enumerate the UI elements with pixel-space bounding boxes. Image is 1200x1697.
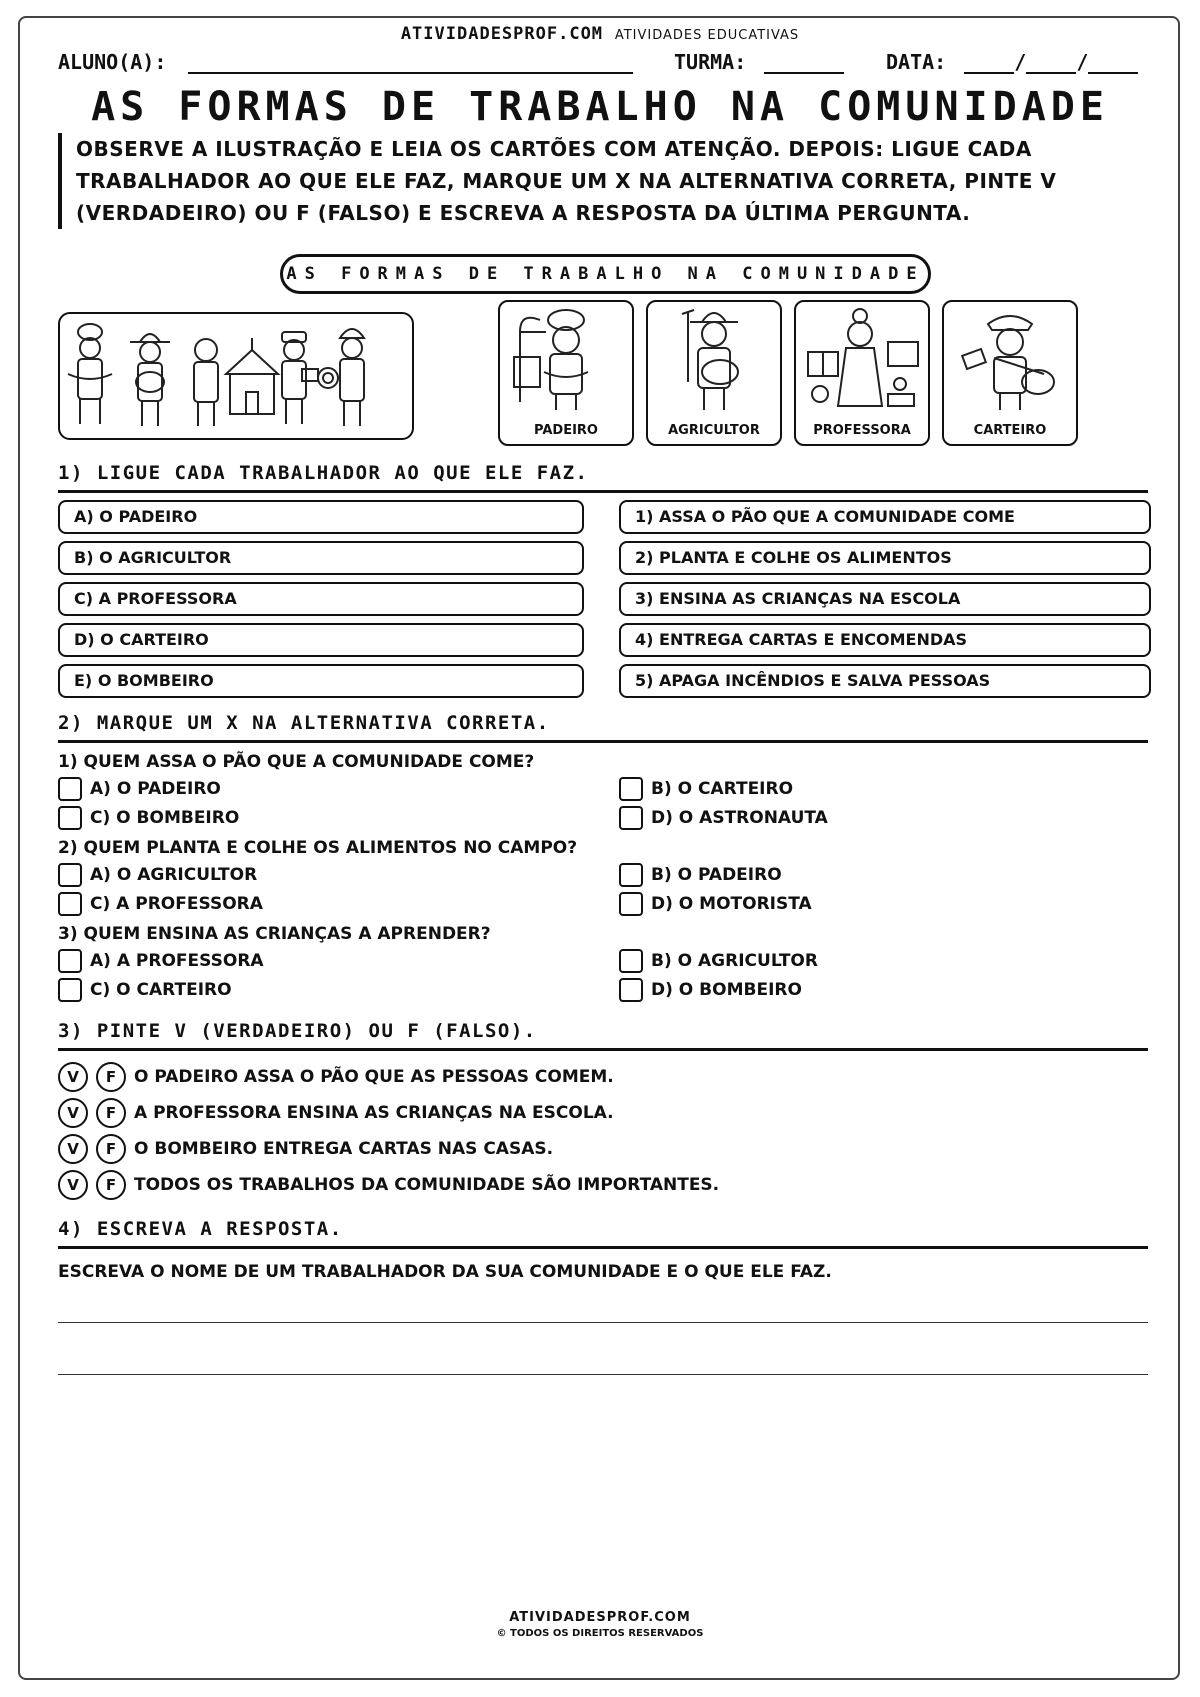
footer-site: ATIVIDADESPROF.COM xyxy=(509,1610,691,1625)
class-field[interactable] xyxy=(674,50,844,74)
option-label: A) A PROFESSORA xyxy=(90,951,264,971)
tf-item-2 xyxy=(58,1098,614,1128)
section3-rule xyxy=(58,1048,1148,1051)
baker-icon xyxy=(500,302,632,412)
card-padeiro xyxy=(498,300,634,446)
checkbox[interactable] xyxy=(619,949,643,973)
true-circle[interactable]: V xyxy=(58,1062,88,1092)
mail-carrier-figure xyxy=(282,332,318,424)
tf-statement: A PROFESSORA ENSINA AS CRIANÇAS NA ESCOLA. xyxy=(134,1103,614,1123)
q2-option-b[interactable] xyxy=(619,863,782,887)
instructions: OBSERVE A ILUSTRAÇÃO E LEIA OS CARTÕES COM ATENÇÃO. DEPOIS: LIGUE CADA TRABALHADOR AO QUE ELE FAZ, MARQUE UM X NA ALTERNATIVA CORRETA, PINTE V (VERDADEIRO) OU F (FALSO) E ESCREVA A RESPOSTA DA ÚLTIMA PERGUNTA. xyxy=(58,133,1156,229)
firefighter-figure xyxy=(318,329,364,426)
teacher-figure xyxy=(194,339,218,426)
tf-item-1 xyxy=(58,1062,614,1092)
match-left-b[interactable]: B) O AGRICULTOR xyxy=(58,541,584,575)
false-circle[interactable]: F xyxy=(96,1098,126,1128)
tf-statement: O PADEIRO ASSA O PÃO QUE AS PESSOAS COMEM. xyxy=(134,1067,614,1087)
answer-line-1[interactable] xyxy=(58,1322,1148,1323)
true-circle[interactable]: V xyxy=(58,1170,88,1200)
match-right-4[interactable]: 4) ENTREGA CARTAS E ENCOMENDAS xyxy=(619,623,1151,657)
match-right-2[interactable]: 2) PLANTA E COLHE OS ALIMENTOS xyxy=(619,541,1151,575)
checkbox[interactable] xyxy=(619,978,643,1002)
card-label-professora: PROFESSORA xyxy=(813,423,911,438)
q2-option-c[interactable] xyxy=(58,892,263,916)
section1-rule xyxy=(58,490,1148,493)
site-tagline: ATIVIDADES EDUCATIVAS xyxy=(614,28,800,43)
turma-label: TURMA: xyxy=(674,50,747,74)
farmer-figure xyxy=(130,334,170,426)
tf-item-3 xyxy=(58,1134,553,1164)
match-left-d[interactable]: D) O CARTEIRO xyxy=(58,623,584,657)
community-workers-illustration xyxy=(58,312,414,440)
tf-item-4 xyxy=(58,1170,719,1200)
match-right-5[interactable]: 5) APAGA INCÊNDIOS E SALVA PESSOAS xyxy=(619,664,1151,698)
date-field[interactable] xyxy=(886,50,1138,74)
checkbox[interactable] xyxy=(619,806,643,830)
data-label: DATA: xyxy=(886,50,947,74)
checkbox[interactable] xyxy=(58,949,82,973)
question-1: 1) QUEM ASSA O PÃO QUE A COMUNIDADE COME? xyxy=(58,752,535,772)
section2-title: 2) MARQUE UM X NA ALTERNATIVA CORRETA. xyxy=(58,712,550,734)
q2-option-a[interactable] xyxy=(58,863,257,887)
date-slash: / xyxy=(1076,50,1089,74)
q3-option-d[interactable] xyxy=(619,978,802,1002)
card-agricultor xyxy=(646,300,782,446)
q1-option-c[interactable] xyxy=(58,806,239,830)
match-left-a[interactable]: A) O PADEIRO xyxy=(58,500,584,534)
q3-option-b[interactable] xyxy=(619,949,818,973)
workers-scene-drawing xyxy=(60,314,412,438)
option-label: C) O BOMBEIRO xyxy=(90,808,240,828)
option-label: C) O CARTEIRO xyxy=(90,980,232,1000)
farmer-icon xyxy=(648,302,780,412)
question-2: 2) QUEM PLANTA E COLHE OS ALIMENTOS NO CAMPO? xyxy=(58,838,578,858)
option-label: B) O AGRICULTOR xyxy=(651,951,818,971)
baker-figure xyxy=(68,324,112,424)
checkbox[interactable] xyxy=(619,892,643,916)
student-name-field[interactable] xyxy=(58,50,633,74)
checkbox[interactable] xyxy=(58,863,82,887)
section3-title: 3) PINTE V (VERDADEIRO) OU F (FALSO). xyxy=(58,1020,537,1042)
checkbox[interactable] xyxy=(58,978,82,1002)
card-professora xyxy=(794,300,930,446)
card-label-carteiro: CARTEIRO xyxy=(973,423,1047,438)
checkbox[interactable] xyxy=(619,777,643,801)
true-circle[interactable]: V xyxy=(58,1098,88,1128)
school-building xyxy=(226,338,278,414)
false-circle[interactable]: F xyxy=(96,1134,126,1164)
mail-carrier-icon xyxy=(944,302,1076,412)
match-left-e[interactable]: E) O BOMBEIRO xyxy=(58,664,584,698)
page-title: AS FORMAS DE TRABALHO NA COMUNIDADE xyxy=(91,84,1109,130)
option-label: B) O PADEIRO xyxy=(651,865,782,885)
checkbox[interactable] xyxy=(58,892,82,916)
q1-option-a[interactable] xyxy=(58,777,221,801)
date-slash: / xyxy=(1014,50,1027,74)
checkbox[interactable] xyxy=(58,806,82,830)
card-label-agricultor: AGRICULTOR xyxy=(668,423,760,438)
section4-title: 4) ESCREVA A RESPOSTA. xyxy=(58,1218,343,1240)
option-label: D) O BOMBEIRO xyxy=(651,980,802,1000)
question-3: 3) QUEM ENSINA AS CRIANÇAS A APRENDER? xyxy=(58,924,491,944)
q3-option-c[interactable] xyxy=(58,978,232,1002)
option-label: B) O CARTEIRO xyxy=(651,779,794,799)
false-circle[interactable]: F xyxy=(96,1062,126,1092)
option-label: D) O ASTRONAUTA xyxy=(651,808,828,828)
q1-option-d[interactable] xyxy=(619,806,828,830)
teacher-icon xyxy=(796,302,928,412)
false-circle[interactable]: F xyxy=(96,1170,126,1200)
checkbox[interactable] xyxy=(58,777,82,801)
section4-rule xyxy=(58,1246,1148,1249)
card-carteiro xyxy=(942,300,1078,446)
card-label-padeiro: PADEIRO xyxy=(534,423,598,438)
match-left-c[interactable]: C) A PROFESSORA xyxy=(58,582,584,616)
option-label: A) O AGRICULTOR xyxy=(90,865,258,885)
aluno-label: ALUNO(A): xyxy=(58,50,167,74)
tf-statement: O BOMBEIRO ENTREGA CARTAS NAS CASAS. xyxy=(134,1139,554,1159)
site-name: ATIVIDADESPROF.COM xyxy=(400,24,604,44)
section1-title: 1) LIGUE CADA TRABALHADOR AO QUE ELE FAZ. xyxy=(58,462,589,484)
section4-prompt: ESCREVA O NOME DE UM TRABALHADOR DA SUA COMUNIDADE E O QUE ELE FAZ. xyxy=(58,1262,832,1282)
footer-rights: © TODOS OS DIREITOS RESERVADOS xyxy=(496,1628,704,1639)
true-circle[interactable]: V xyxy=(58,1134,88,1164)
section2-rule xyxy=(58,740,1148,743)
answer-line-2[interactable] xyxy=(58,1374,1148,1375)
q3-option-a[interactable] xyxy=(58,949,264,973)
q1-option-b[interactable] xyxy=(619,777,793,801)
q2-option-d[interactable] xyxy=(619,892,812,916)
option-label: C) A PROFESSORA xyxy=(90,894,263,914)
match-right-1[interactable]: 1) ASSA O PÃO QUE A COMUNIDADE COME xyxy=(619,500,1151,534)
checkbox[interactable] xyxy=(619,863,643,887)
site-header xyxy=(0,24,1200,44)
option-label: A) O PADEIRO xyxy=(90,779,221,799)
tf-statement: TODOS OS TRABALHOS DA COMUNIDADE SÃO IMPORTANTES. xyxy=(134,1175,720,1195)
option-label: D) O MOTORISTA xyxy=(651,894,812,914)
match-right-3[interactable]: 3) ENSINA AS CRIANÇAS NA ESCOLA xyxy=(619,582,1151,616)
banner-title: AS FORMAS DE TRABALHO NA COMUNIDADE xyxy=(280,254,931,294)
